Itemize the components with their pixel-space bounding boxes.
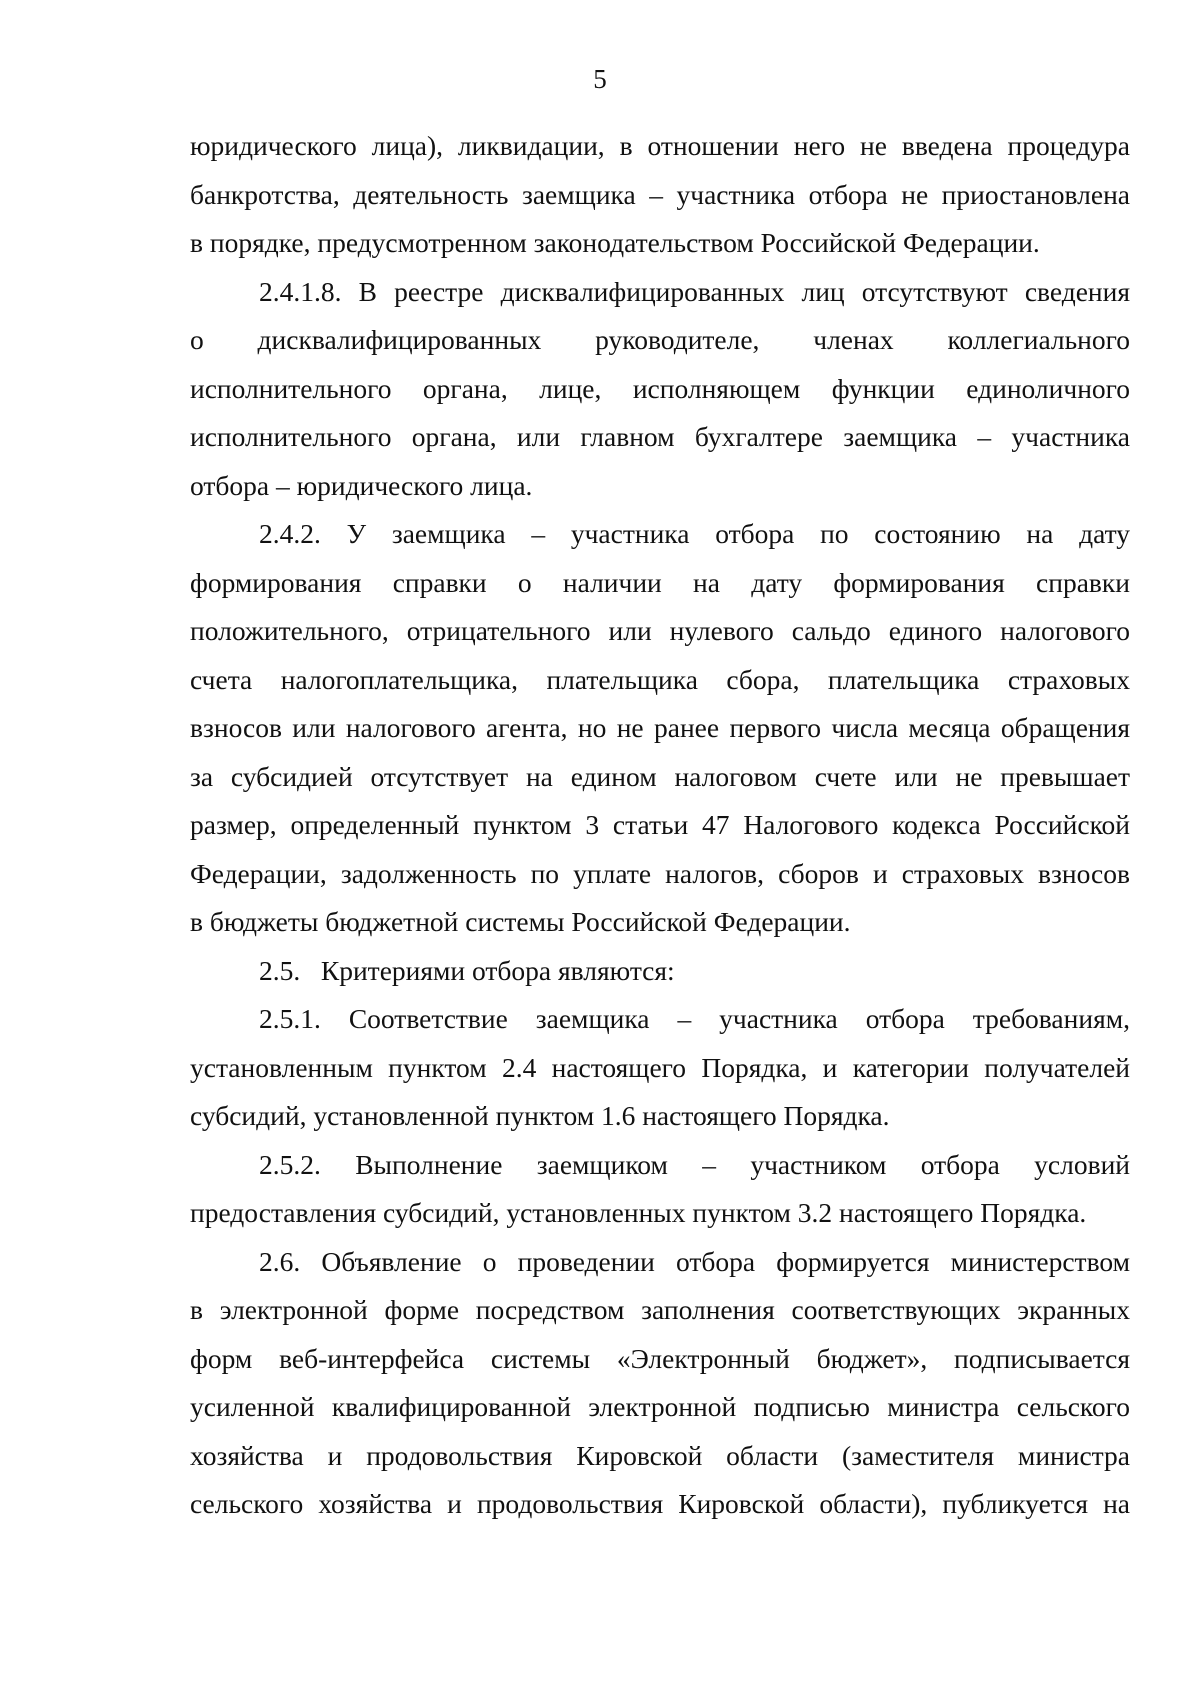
text-line: форм веб-интерфейса системы «Электронный бюджет», подписывается	[190, 1342, 1130, 1374]
text-line: Федерации, задолженность по уплате налогов, сборов и страховых взносов	[190, 857, 1130, 889]
text-line: 2.4.2. У заемщика – участника отбора по состоянию на дату	[259, 518, 1130, 549]
text-line: исполнительного органа, лице, исполняющем функции единоличного	[190, 372, 1130, 404]
text-line: 2.4.1.8. В реестре дисквалифицированных лиц отсутствуют сведения	[259, 275, 1130, 307]
text-line: взносов или налогового агента, но не ранее первого числа месяца обращения	[190, 712, 1130, 743]
text-line: размер, определенный пунктом 3 статьи 47 Налогового кодекса Российской	[190, 809, 1130, 840]
text-line: 2.6. Объявление о проведении отбора формируется министерством	[259, 1245, 1130, 1277]
text-line: за субсидией отсутствует на едином налоговом счете или не превышает	[190, 760, 1130, 792]
text-line: исполнительного органа, или главном бухгалтере заемщика – участника	[190, 421, 1130, 452]
text-line: хозяйства и продовольствия Кировской области (заместителя министра	[190, 1439, 1130, 1471]
text-line: 2.5.1. Соответствие заемщика – участника отбора требованиям,	[259, 1003, 1130, 1034]
text-line: сельского хозяйства и продовольствия Кировской области), публикуется на	[190, 1488, 1130, 1519]
text-line: в порядке, предусмотренном законодательством Российской Федерации.	[190, 227, 1040, 258]
text-line: 2.5.2. Выполнение заемщиком – участником отбора условий	[259, 1148, 1130, 1180]
text-line: в электронной форме посредством заполнения соответствующих экранных	[190, 1294, 1130, 1325]
text-line: установленным пунктом 2.4 настоящего Порядка, и категории получателей	[190, 1051, 1130, 1083]
text-line: банкротства, деятельность заемщика – участника отбора не приостановлена	[190, 178, 1130, 210]
text-line: счета налогоплательщика, плательщика сбора, плательщика страховых	[190, 663, 1130, 695]
text-line: формирования справки о наличии на дату формирования справки	[190, 566, 1130, 598]
text-line: в бюджеты бюджетной системы Российской Федерации.	[190, 906, 851, 937]
page-number: 5	[593, 64, 607, 94]
body-text	[190, 122, 1130, 1529]
text-line: юридического лица), ликвидации, в отношении него не введена процедура	[190, 130, 1130, 161]
text-line: положительного, отрицательного или нулевого сальдо единого налогового	[190, 615, 1130, 646]
text-line: о дисквалифицированных руководителе, членах коллегиального	[190, 324, 1130, 355]
text-line: усиленной квалифицированной электронной подписью министра сельского	[190, 1391, 1130, 1422]
text-line: отбора – юридического лица.	[190, 469, 533, 501]
text-line: предоставления субсидий, установленных пунктом 3.2 настоящего Порядка.	[190, 1197, 1087, 1228]
text-line: 2.5. Критериями отбора являются:	[259, 954, 675, 986]
text-line: субсидий, установленной пунктом 1.6 настоящего Порядка.	[190, 1100, 890, 1131]
